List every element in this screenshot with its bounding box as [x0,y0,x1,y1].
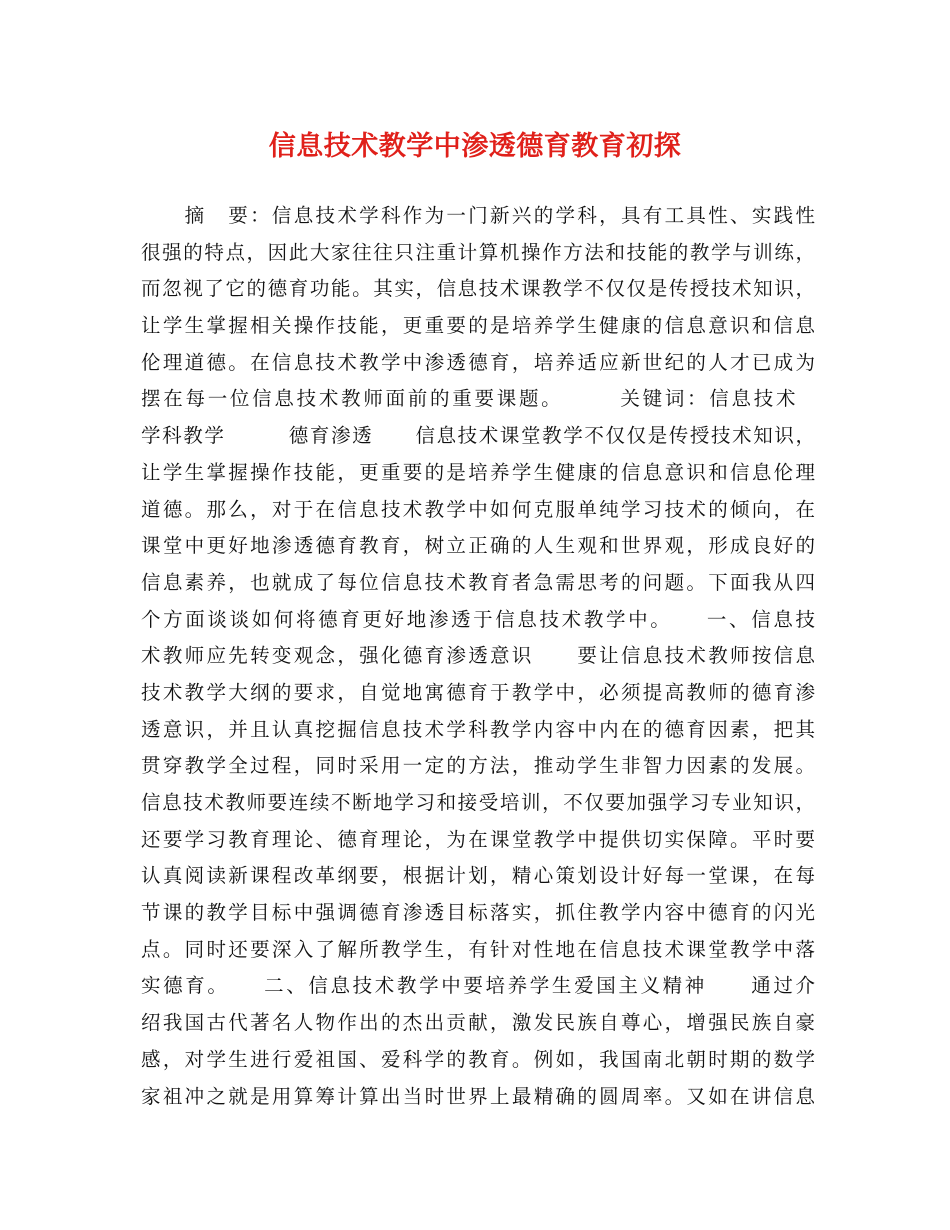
text-line: 感，对学生进行爱祖国、爱科学的教育。例如，我国南北朝时期的数学 [141,1047,815,1071]
text-line: 信息技术教师要连续不断地学习和接受培训，不仅要加强学习专业知识， [141,791,815,814]
text-line: 认真阅读新课程改革纲要，根据计划，精心策划设计好每一堂课，在每 [141,864,815,888]
text-line: 伦理道德。在信息技术教学中渗透德育，培养适应新世纪的人才已成为 [141,350,815,374]
text-line: 实德育。 二、信息技术教学中要培养学生爱国主义精神 通过介 [141,974,815,998]
text-line: 让学生掌握操作技能，更重要的是培养学生健康的信息意识和信息伦理 [141,460,815,484]
text-line: 家祖冲之就是用算筹计算出当时世界上最精确的圆周率。又如在讲信息 [141,1084,815,1108]
text-line: 道德。那么，对于在信息技术教学中如何克服单纯学习技术的倾向，在 [141,497,815,521]
text-line: 节课的教学目标中强调德育渗透目标落实，抓住教学内容中德育的闪光 [141,901,815,925]
text-line: 透意识，并且认真挖掘信息技术学科教学内容中内在的德育因素，把其 [141,717,815,741]
text-line: 信息素养，也就成了每位信息技术教育者急需思考的问题。下面我从四 [141,570,815,594]
document-title: 信息技术教学中渗透德育教育初探 [268,131,682,162]
text-line: 而忽视了它的德育功能。其实，信息技术课教学不仅仅是传授技术知识， [141,277,815,301]
text-line: 课堂中更好地渗透德育教育，树立正确的人生观和世界观，形成良好的 [141,534,815,558]
text-line: 还要学习教育理论、德育理论，为在课堂教学中提供切实保障。平时要 [141,827,815,851]
text-line: 贯穿教学全过程，同时采用一定的方法，推动学生非智力因素的发展。 [141,754,815,778]
text-line: 让学生掌握相关操作技能，更重要的是培养学生健康的信息意识和信息 [141,314,815,338]
text-line: 摘 要：信息技术学科作为一门新兴的学科，具有工具性、实践性 [141,204,815,227]
text-line: 个方面谈谈如何将德育更好地渗透于信息技术教学中。 一、信息技 [141,607,815,631]
text-line: 点。同时还要深入了解所教学生，有针对性地在信息技术课堂教学中落 [141,937,815,961]
text-line: 术教师应先转变观念，强化德育渗透意识 要让信息技术教师按信息 [141,644,815,668]
text-line: 学科教学 德育渗透 信息技术课堂教学不仅仅是传授技术知识， [141,424,815,448]
document-body [141,198,815,1115]
text-line: 很强的特点，因此大家往往只注重计算机操作方法和技能的教学与训练， [141,240,815,264]
text-line: 技术教学大纲的要求，自觉地寓德育于教学中，必须提高教师的德育渗 [141,680,815,704]
text-line: 绍我国古代著名人物作出的杰出贡献，激发民族自尊心，增强民族自豪 [141,1011,815,1035]
text-line: 摆在每一位信息技术教师面前的重要课题。 关键词：信息技术 [141,387,815,411]
